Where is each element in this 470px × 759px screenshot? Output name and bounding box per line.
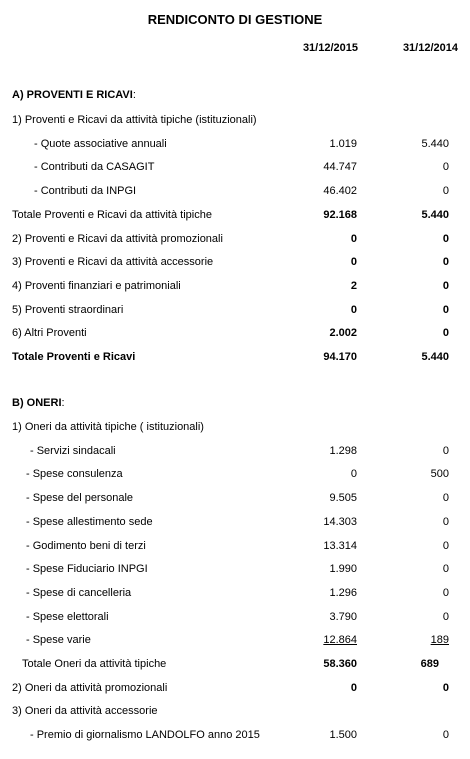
row-label: - Servizi sindacali bbox=[30, 444, 116, 457]
value-2015: 0 bbox=[350, 256, 357, 269]
row-label: - Quote associative annuali bbox=[34, 137, 167, 150]
value-2014: 0 bbox=[442, 586, 449, 599]
row-label: 4) Proventi finanziari e patrimoniali bbox=[12, 279, 181, 292]
section-a-heading bbox=[12, 89, 136, 101]
value-2014: 0 bbox=[442, 729, 449, 742]
value-2015: 46.402 bbox=[323, 185, 357, 198]
value-2015: 2 bbox=[350, 279, 357, 292]
statement-row bbox=[0, 112, 470, 128]
value-2015: 12.864 bbox=[323, 634, 357, 647]
value-2014: 5.440 bbox=[421, 351, 449, 363]
value-2015: 58.360 bbox=[323, 658, 357, 670]
statement-row bbox=[0, 632, 470, 648]
section-a-colon: : bbox=[132, 89, 136, 101]
value-2014: 500 bbox=[430, 468, 449, 481]
value-2014: 0 bbox=[442, 492, 449, 505]
section-a-title: A) PROVENTI E RICAVI bbox=[12, 89, 133, 101]
statement-row bbox=[0, 443, 470, 459]
value-2015: 0 bbox=[350, 681, 357, 694]
row-label: - Spese varie bbox=[26, 634, 91, 647]
value-2014: 5.440 bbox=[421, 208, 449, 221]
value-2014: 0 bbox=[442, 610, 449, 623]
statement-row bbox=[0, 490, 470, 506]
statement-row bbox=[0, 254, 470, 270]
row-label: 2) Proventi e Ricavi da attività promozionali bbox=[12, 232, 223, 245]
column-header-2014: 31/12/2014 bbox=[402, 42, 458, 54]
value-2014: 0 bbox=[442, 444, 449, 457]
column-header-2015: 31/12/2015 bbox=[302, 42, 358, 54]
statement-row bbox=[0, 656, 470, 672]
statement-row bbox=[0, 231, 470, 247]
value-2014: 0 bbox=[442, 303, 449, 316]
value-2015: 94.170 bbox=[323, 351, 357, 363]
value-2015: 92.168 bbox=[323, 208, 357, 221]
row-label: 2) Oneri da attività promozionali bbox=[12, 681, 168, 694]
row-label: 3) Oneri da attività accessorie bbox=[12, 705, 158, 718]
row-label: 1) Oneri da attività tipiche ( istituzionali) bbox=[12, 421, 204, 433]
section-b-title: B) ONERI bbox=[12, 397, 62, 409]
row-label: - Spese allestimento sede bbox=[26, 515, 153, 528]
section-b-colon: : bbox=[61, 397, 65, 409]
report-title: RENDICONTO DI GESTIONE bbox=[147, 12, 323, 27]
statement-row bbox=[0, 680, 470, 696]
value-2014: 689 bbox=[420, 658, 439, 670]
statement-row bbox=[0, 561, 470, 577]
statement-row bbox=[0, 585, 470, 601]
row-label: - Premio di giornalismo LANDOLFO anno 2015 bbox=[30, 729, 260, 742]
row-label: - Godimento beni di terzi bbox=[26, 539, 146, 552]
statement-row bbox=[0, 349, 470, 365]
statement-row bbox=[0, 136, 470, 152]
row-label: 6) Altri Proventi bbox=[12, 327, 87, 340]
value-2015: 1.298 bbox=[329, 444, 357, 457]
value-2015: 1.990 bbox=[329, 563, 357, 576]
row-label: 3) Proventi e Ricavi da attività accessorie bbox=[12, 256, 214, 269]
row-label: - Spese consulenza bbox=[26, 468, 123, 481]
row-label: 5) Proventi straordinari bbox=[12, 303, 124, 316]
value-2014: 0 bbox=[442, 161, 449, 174]
value-2015: 14.303 bbox=[323, 515, 357, 528]
statement-row bbox=[0, 466, 470, 482]
row-label: 1) Proventi e Ricavi da attività tipiche (istituzionali) bbox=[12, 114, 257, 126]
value-2014: 0 bbox=[442, 681, 449, 694]
value-2014: 189 bbox=[430, 634, 449, 647]
statement-row bbox=[0, 727, 470, 743]
row-label: - Contributi da CASAGIT bbox=[34, 161, 155, 174]
row-label: Totale Proventi e Ricavi bbox=[12, 351, 136, 363]
row-label: - Spese elettorali bbox=[26, 610, 109, 623]
statement-row bbox=[0, 609, 470, 625]
value-2015: 9.505 bbox=[329, 492, 357, 505]
value-2014: 0 bbox=[442, 327, 449, 340]
statement-row bbox=[0, 159, 470, 175]
value-2015: 0 bbox=[350, 232, 357, 245]
statement-row bbox=[0, 703, 470, 719]
statement-row bbox=[0, 514, 470, 530]
value-2015: 44.747 bbox=[323, 161, 357, 174]
value-2015: 2.002 bbox=[329, 327, 357, 340]
value-2015: 1.500 bbox=[329, 729, 357, 742]
value-2015: 3.790 bbox=[329, 610, 357, 623]
statement-row bbox=[0, 183, 470, 199]
value-2014: 0 bbox=[442, 185, 449, 198]
value-2014: 0 bbox=[442, 539, 449, 552]
value-2015: 0 bbox=[350, 303, 357, 316]
statement-row bbox=[0, 207, 470, 223]
statement-row bbox=[0, 325, 470, 341]
value-2014: 0 bbox=[442, 515, 449, 528]
statement-row bbox=[0, 538, 470, 554]
row-label: - Spese di cancelleria bbox=[26, 586, 132, 599]
statement-row bbox=[0, 278, 470, 294]
value-2014: 0 bbox=[442, 563, 449, 576]
statement-row bbox=[0, 302, 470, 318]
section-b-heading bbox=[12, 397, 65, 409]
row-label: - Contributi da INPGI bbox=[34, 185, 137, 198]
value-2015: 1.019 bbox=[329, 137, 357, 150]
value-2014: 0 bbox=[442, 279, 449, 292]
row-label: Totale Proventi e Ricavi da attività tipiche bbox=[12, 208, 212, 221]
row-label: Totale Oneri da attività tipiche bbox=[22, 658, 167, 670]
value-2014: 5.440 bbox=[421, 137, 449, 150]
value-2015: 1.296 bbox=[329, 586, 357, 599]
row-label: - Spese Fiduciario INPGI bbox=[26, 563, 148, 576]
statement-row bbox=[0, 419, 470, 435]
value-2015: 13.314 bbox=[323, 539, 357, 552]
value-2014: 0 bbox=[442, 256, 449, 269]
row-label: - Spese del personale bbox=[26, 492, 134, 505]
value-2014: 0 bbox=[442, 232, 449, 245]
value-2015: 0 bbox=[350, 468, 357, 481]
